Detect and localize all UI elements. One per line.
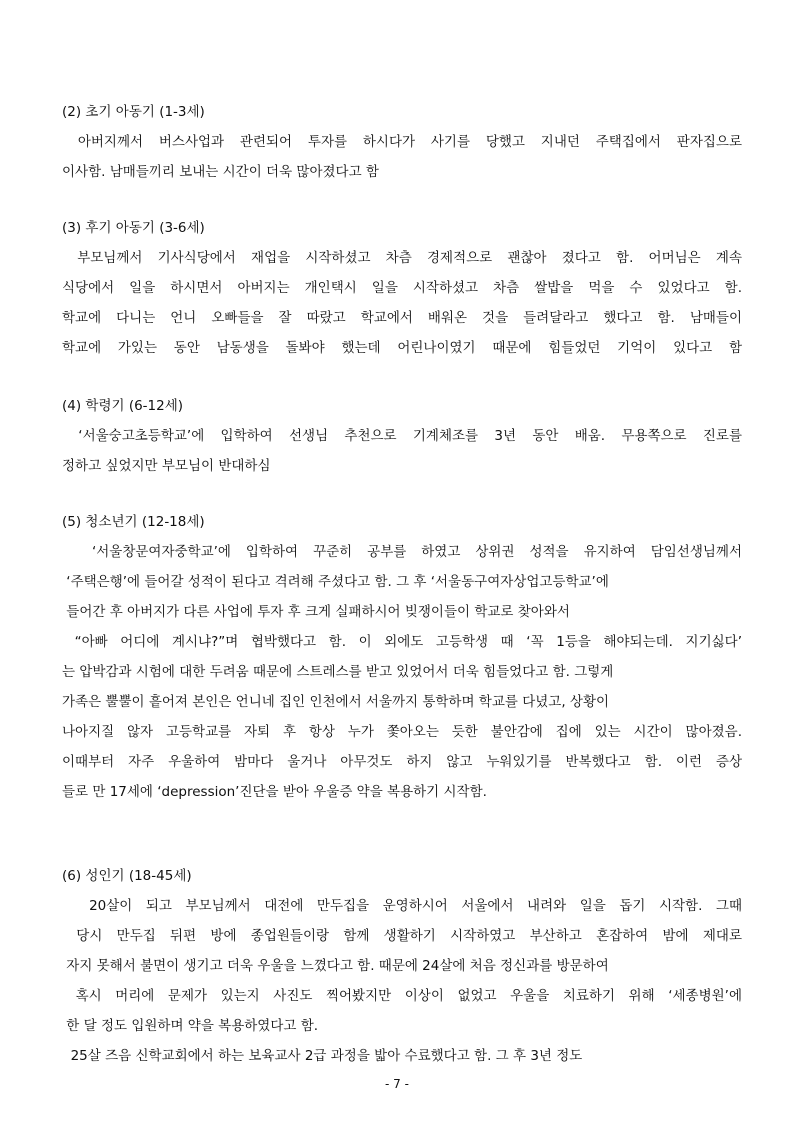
paragraph-line: 학교에 가있는 동안 남동생을 돌봐야 했는데 어린나이였기 때문에 힘들었던 기억이 있다고 함: [62, 340, 742, 356]
paragraph-line: 가족은 뿔뿔이 흩어져 본인은 언니네 집인 인천에서 서울까지 통학하며 학교를 다녔고, 상황이: [62, 694, 610, 710]
paragraph-line: 들어간 후 아버지가 다른 사업에 투자 후 크게 실패하시어 빚쟁이들이 학교로 찾아와서: [62, 604, 570, 620]
paragraph-line: 아버지께서 버스사업과 관련되어 투자를 하시다가 사기를 당했고 지내던 주택집에서 판자집으로: [62, 134, 742, 150]
paragraph-line: 자지 못해서 불면이 생기고 더욱 우울을 느꼈다고 함. 때문에 24살에 처음 정신과를 방문하여: [62, 958, 609, 974]
paragraph-line: ‘서울숭고초등학교’에 입학하여 선생님 추천으로 기계체조를 3년 동안 배움. 무용쪽으로 진로를: [62, 428, 742, 444]
paragraph-line: 식당에서 일을 하시면서 아버지는 개인택시 일을 시작하셨고 차츰 쌀밥을 먹을 수 있었다고 함.: [62, 280, 742, 296]
paragraph-line: 정하고 싶었지만 부모님이 반대하심: [62, 458, 271, 474]
section-heading: (3) 후기 아동기 (3-6세): [62, 220, 205, 236]
paragraph-line: 는 압박감과 시험에 대한 두려움 때문에 스트레스를 받고 있었어서 더욱 힘들었다고 함. 그렇게: [62, 664, 614, 680]
paragraph-line: 학교에 다니는 언니 오빠들을 잘 따랐고 학교에서 배워온 것을 들려달라고 했다고 함. 남매들이: [62, 310, 742, 326]
section-heading: (6) 성인기 (18-45세): [62, 868, 192, 884]
section-heading: (5) 청소년기 (12-18세): [62, 514, 205, 530]
paragraph-line: 25살 즈음 신학교회에서 하는 보육교사 2급 과정을 밟아 수료했다고 함. 그 후 3년 정도: [62, 1048, 583, 1064]
paragraph-line: ‘서울창문여자중학교’에 입학하여 꾸준히 공부를 하였고 상위권 성적을 유지하여 담임선생님께서: [62, 544, 742, 560]
section-heading: (2) 초기 아동기 (1-3세): [62, 104, 205, 120]
section-heading: (4) 학령기 (6-12세): [62, 398, 184, 414]
paragraph-line: 들로 만 17세에 ‘depression’진단을 받아 우울증 약을 복용하기 시작함.: [62, 784, 487, 800]
paragraph-line: 이사함. 남매들끼리 보내는 시간이 더욱 많아졌다고 함: [62, 164, 379, 180]
paragraph-line: ‘주택은행’에 들어갈 성적이 된다고 격려해 주셨다고 함. 그 후 ‘서울동구여자상업고등학교’에: [62, 574, 609, 590]
page-number: - 7 -: [385, 1077, 409, 1091]
paragraph-line: 한 달 정도 입원하며 약을 복용하였다고 함.: [62, 1018, 319, 1034]
paragraph-line: 이때부터 자주 우울하여 밤마다 울거나 아무것도 하지 않고 누워있기를 반복했다고 함. 이런 증상: [62, 754, 742, 770]
paragraph-line: 20살이 되고 부모님께서 대전에 만두집을 운영하시어 서울에서 내려와 일을 돕기 시작함. 그때: [62, 898, 742, 914]
paragraph-line: 부모님께서 기사식당에서 재업을 시작하셨고 차츰 경제적으로 괜찮아 졌다고 함. 어머님은 계속: [62, 250, 742, 266]
paragraph-line: 나아지질 않자 고등학교를 자퇴 후 항상 누가 쫓아오는 듯한 불안감에 집에 있는 시간이 많아졌음.: [62, 724, 742, 740]
paragraph-line: 당시 만두집 뒤편 방에 종업원들이랑 함께 생활하기 시작하였고 부산하고 혼잡하여 밤에 제대로: [62, 928, 742, 944]
paragraph-line: “아빠 어디에 계시냐?”며 협박했다고 함. 이 외에도 고등학생 때 ‘꼭 1등을 해야되는데. 지기싫다’: [62, 634, 742, 650]
paragraph-line: 혹시 머리에 문제가 있는지 사진도 찍어봤지만 이상이 없었고 우울을 치료하기 위해 ‘세종병원’에: [62, 988, 742, 1004]
